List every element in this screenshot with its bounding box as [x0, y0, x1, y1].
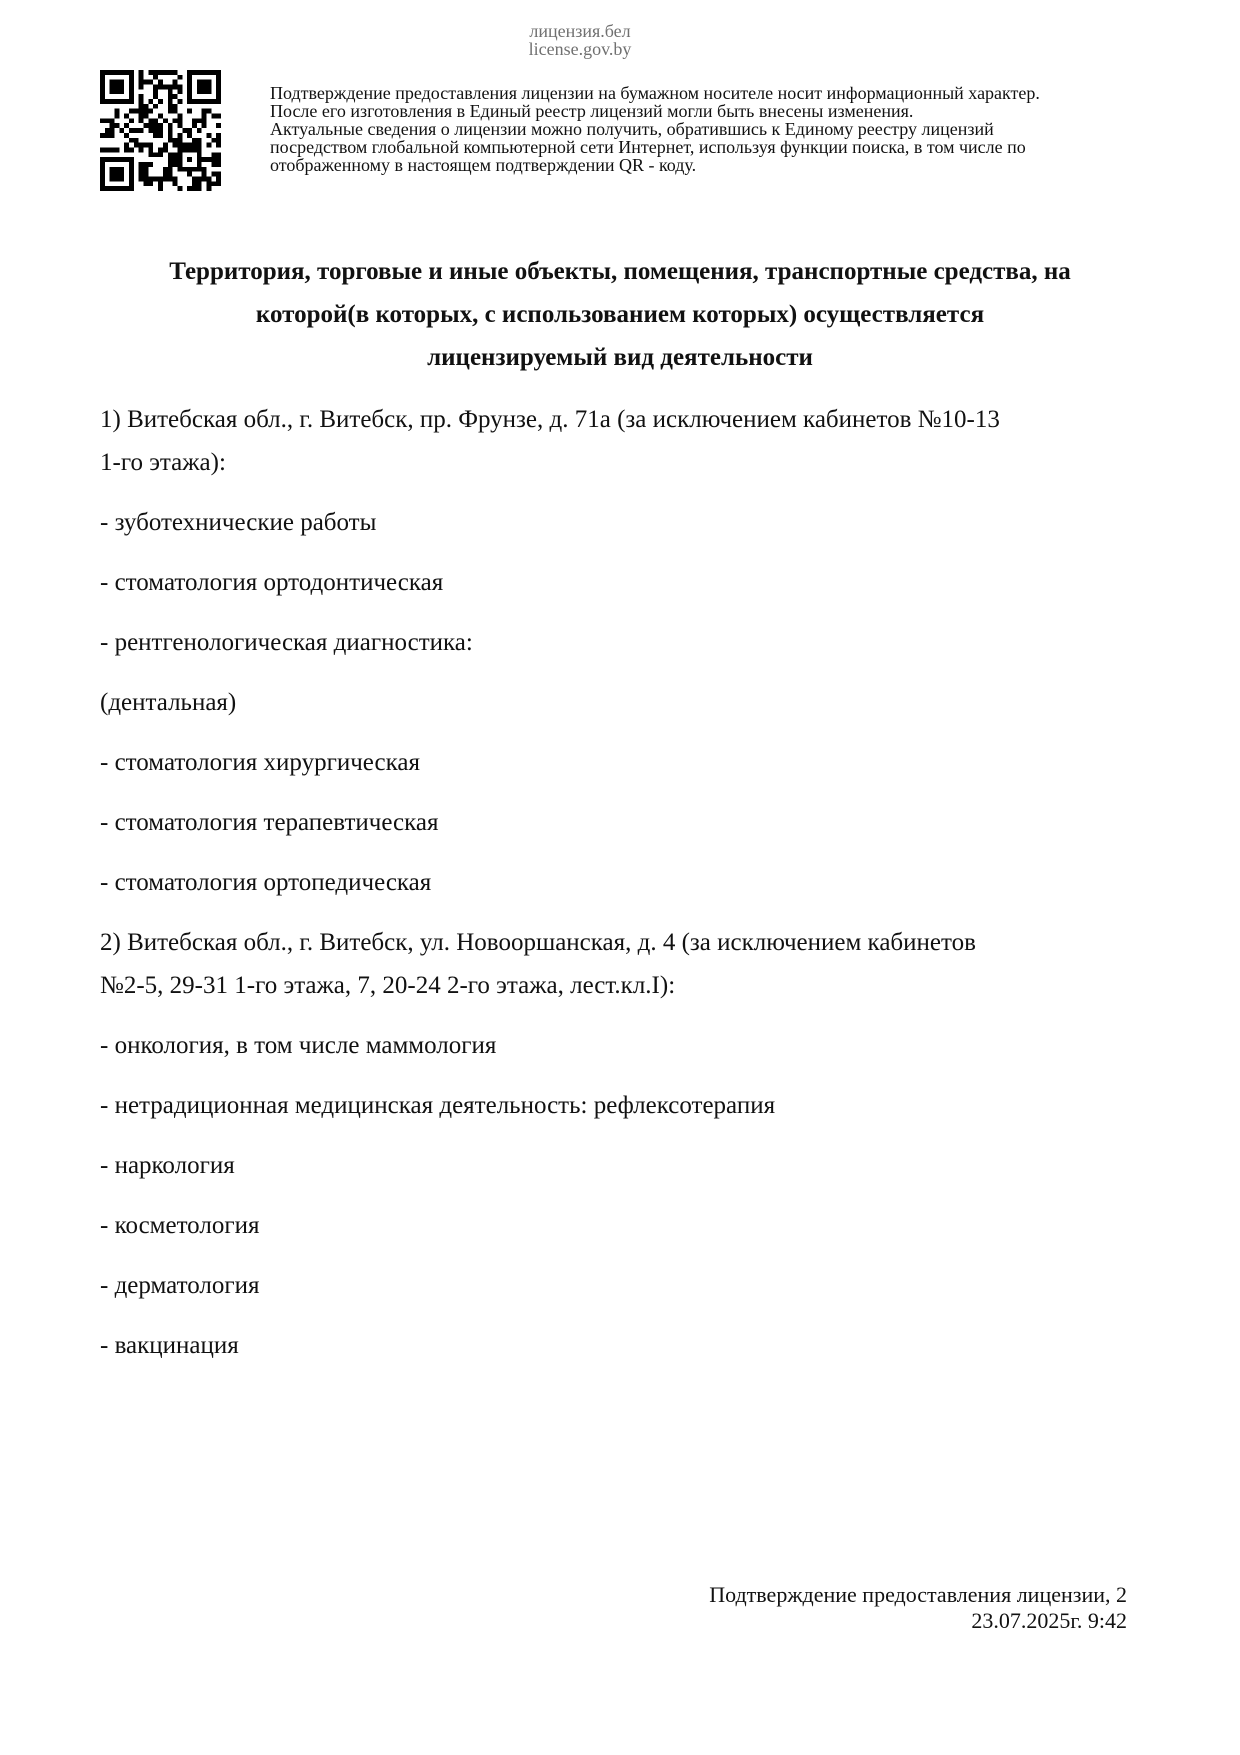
activity-item: - рентгенологическая диагностика: [100, 629, 473, 656]
notice-line: Подтверждение предоставления лицензии на бумажном носителе носит информационный характер. [270, 83, 1040, 103]
footer-document-page: Подтверждение предоставления лицензии, 2 [709, 1582, 1127, 1607]
title-line: лицензируемый вид деятельности [427, 344, 813, 371]
site-domain-latin: license.gov.by [528, 39, 632, 59]
site-domain-cyrillic: лицензия.бел [529, 21, 631, 41]
activity-item: (дентальная) [100, 689, 237, 716]
location-address: 1-го этажа): [100, 449, 226, 476]
page-footer [709, 1582, 1127, 1634]
notice-line: Актуальные сведения о лицензии можно получить, обратившись к Единому реестру лицензий [270, 119, 994, 139]
title-line: Территория, торговые и иные объекты, помещения, транспортные средства, на [169, 258, 1071, 285]
site-header [460, 22, 700, 58]
location-block [100, 398, 1160, 904]
activity-item: - стоматология хирургическая [100, 749, 420, 776]
locations-list [100, 398, 1160, 1367]
qr-code-icon [100, 70, 221, 191]
document-title [90, 250, 1150, 379]
footer-timestamp: 23.07.2025г. 9:42 [971, 1608, 1127, 1633]
activity-item: - вакцинация [100, 1332, 239, 1359]
license-notice [270, 84, 1170, 174]
activity-item: - косметология [100, 1212, 260, 1239]
location-address: 1) Витебская обл., г. Витебск, пр. Фрунзе, д. 71а (за исключением кабинетов №10-13 [100, 406, 1000, 433]
activity-item: - нетрадиционная медицинская деятельность: рефлексотерапия [100, 1092, 776, 1119]
activity-item: - зуботехнические работы [100, 509, 377, 536]
title-line: которой(в которых, с использованием которых) осуществляется [255, 301, 985, 328]
notice-line: отображенному в настоящем подтверждении QR - коду. [270, 155, 697, 175]
location-address: №2-5, 29-31 1-го этажа, 7, 20-24 2-го этажа, лест.кл.I): [100, 972, 676, 999]
activity-item: - стоматология терапевтическая [100, 809, 439, 836]
location-address: 2) Витебская обл., г. Витебск, ул. Новооршанская, д. 4 (за исключением кабинетов [100, 929, 976, 956]
activity-item: - стоматология ортопедическая [100, 869, 432, 896]
activity-item: - дерматология [100, 1272, 260, 1299]
activity-item: - наркология [100, 1152, 235, 1179]
activity-item: - онкология, в том числе маммология [100, 1032, 497, 1059]
notice-line: посредством глобальной компьютерной сети Интернет, используя функции поиска, в том числе по [270, 137, 1026, 157]
activity-item: - стоматология ортодонтическая [100, 569, 444, 596]
notice-line: После его изготовления в Единый реестр лицензий могли быть внесены изменения. [270, 101, 914, 121]
location-block [100, 921, 1160, 1367]
